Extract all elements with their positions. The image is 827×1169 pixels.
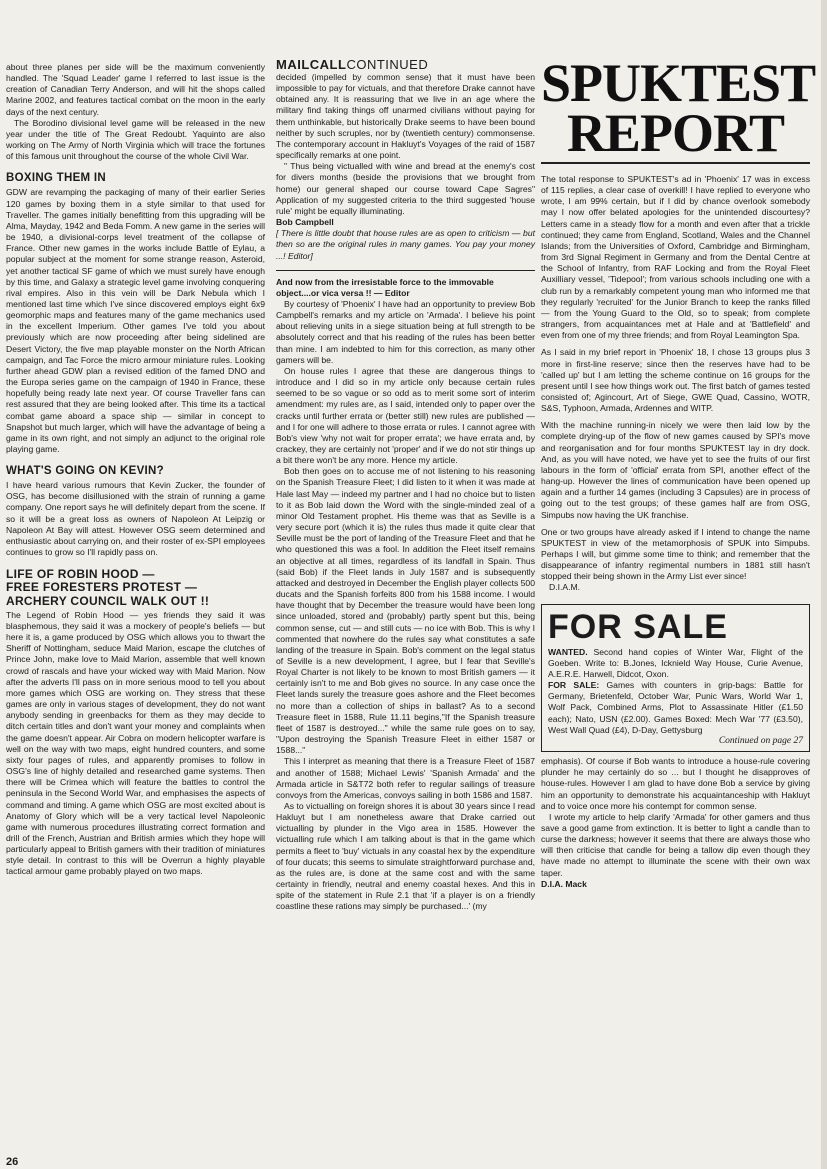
letter-continuation: I wrote my article to help clarify 'Armada' for other gamers and thus save a good game from extinction. It is better to light a candle than to curse the darkness; however it seems that there are always those who will then criticise that candle for being a tallow dip even though they have made no attempt to illuminate the scene with their own wax taper. (541, 811, 810, 878)
letter-signature: Bob Campbell (276, 217, 334, 228)
reply-paragraph: On house rules I agree that these are dangerous things to introduce and I did so in my article only because certain rules seemed to be so vague or so odd as to merit some sort of interim amendment: my rules are, as I said, intended only to paper over the cracks until further errata or (better still) new rules are published — and I for one will adhere to those errata or rules. I cannot agree with Bob's view 'why not wait for proper errata'; we have errata and, by crackey, they are certainly not 'proper' and if we do not stir things up a bit there won't be any more. Hence my article. (276, 365, 535, 466)
column-middle (276, 58, 535, 913)
editor-note: [ There is little doubt that house rules are as open to criticism — but then so are the original rules in many games. You pay your money ...! Editor] (276, 228, 535, 261)
column-right (541, 53, 816, 890)
reply-paragraph: As to victualling on foreign shores it is about 30 years since I read Hakluyt but I am nonetheless aware that Drake carried out victualling by plunder in the Vigo area in 1585. However the victualling rule which I am talking about is that in the game which permits a fleet to 'buy' victuals in any coastal hex by the expenditure of four ducats; this seems to simulate straightforward purchase and, as the rules are, is done at the same cost and with the same certainty in friendly, neutral and enemy coastal hexes. And this in spite of the statement in Rule 2.1 that 'if a player is on a friendly coastline these rations may simply be purchased...' (my (276, 801, 535, 912)
for-sale-text: Games with counters in grip-bags: Battle for Germany, Brietenfeld, October War, Punic Wars, World War 1, Wolf Pack, Combined Arms, Plot to Assassinate Hitler (£1.50 each); Nato, USN (£2.00). Games Boxed: Mech War '77 (£3.50), West Wall Quad (£4), D-Day, Gettysburg (548, 680, 803, 735)
mailcall-heading-continued: CONTINUED (346, 57, 429, 72)
divider (276, 270, 535, 271)
mailcall-heading (276, 58, 535, 72)
boxing-paragraph: GDW are revamping the packaging of many of their earlier Series 120 games by boxing them in a style similar to that used for Traveller. The games initially benefitting from this upgrading will be Alma, Mayday, 1942 and Beda Fomm. A new game in the series will be 1940, a divisional-corps level treatment of the collapse of France. Other new games in the works include Battle of Eylau, a popular subject at the moment for some strange reason, Asteroid, yet another tactical SF game of which we must surely have enough by this time, and Galaxy a strategic level game involving conquering rival empires. Also in this vein will be Dark Nebula which I mentioned last time which I've since discovered employs eight 6x9 geomorphic maps and features many of the game mechanics used in the excellent Imperium. Other games I've told you about previously which are now proceeding after being sidelined are Desert Victory, the five map playable monster on the North African campaign, and Tac Force the micro armour miniature rules. Looking further ahead GDW plan a revised edition of the famed DNO and the Europa series game on the campaign of 1940 in France, these hopefully being ready late next year. Of course Traveller fans can rest assured that they are being looked after. This time its a tactical combat game aboard a space ship — similar in concept to Snapshot but much larger, which will have the advantage of being a game in its own right, and not simply an adjunct to the original role playing game. (6, 187, 265, 454)
for-sale-label: FOR SALE: (548, 680, 600, 691)
continued-note: Continued on page 27 (718, 735, 803, 746)
for-sale-title: FOR SALE (548, 607, 728, 646)
letter-signature: D.I.A. Mack (541, 878, 587, 889)
wanted-text: Second hand copies of Winter War, Flight of the Goeben. Write to: B.Jones, Icknield Way House, Curie Avenue, A.E.R.E. Harwell, Didcot, Oxon. (548, 646, 803, 679)
for-sale-box (541, 604, 810, 752)
column-left (6, 62, 265, 878)
reply-paragraph: Bob then goes on to accuse me of not listening to his reasoning on the Spanish Treasure Fleet; I did listen to it when it was made at Hale last May — indeed my partner and I had no choice but to listen to it as Bob laid down the Word with the single-minded zeal of a minor Old Testament prophet. His theme was that as Seville is a very secure port (which it is) the rules thus made it quite clear that Seville must be the port of landing of the Treasure Fleet and that he who questioned this was a fool. In addition the Fleet itself remains an objective at all times, regardless of its landfall in Spain. Thus (said Bob) if the Fleet lands in July 1587 and is subsequently attacked and destroyed in December the English player collects 500 ducats and the Spanish forfeits 800 from his 1588 income. I would have thought that by December the treasure would have been long since unloaded, stored and (probably) partly spent but this, being common sense, cut — and still cuts — no ice with Bob. This is why I commented that nowhere do the rules say what constitutes a safe landing of the treasure in Spain. Bob's comment on the legal status of Seville is a new development, I agree, but I fear that Seville's Royal Charter is not likely to be known to most British gamers — it certainly isn't to me and Bob gives no source. In any case once the Fleet lands surely the treasure goes ashore and the Fleet becomes no more than a collection of ships in ballast? As to a second Treasure fleet in 1588, Rule 11.11 begins,"If the Spanish treasure fleet of 1587 is destroyed..." while the same rule goes on to say, "Upon destroying the Spanish Treasure Fleet in either 1587 or 1588..." (276, 466, 535, 756)
section-heading-kevin: WHAT'S GOING ON KEVIN? (6, 465, 164, 478)
letter-continuation: emphasis). Of course if Bob wants to introduce a house-rule covering plunder he may certainly do so ... but I thought he disapproves of house-rules. However I am glad to have done Bob a service by giving him an opportunity to demonstrate his acquaintanceship with Hakluyt and to voice once more his contempt for common sense. (541, 756, 810, 811)
report-signoff: D.I.A.M. (549, 582, 581, 593)
reply-paragraph: By courtesy of 'Phoenix' I have had an opportunity to preview Bob Campbell's remarks and my article on 'Armada'. I believe his point about relieving units in a siege situation being at full strength to be absolutely correct and that his reading of the rules has been better than mine. I am indebted to him for this correction, as many other gamers will be. (276, 298, 535, 365)
letter-paragraph: " Thus being victualled with wine and bread at the enemy's cost for divers months (beside the provisions that we brought from home) our general shaped our course toward Cape Sagres" Application of my suggested criteria to the third suggested 'house rule' might be equally illuminating. (276, 161, 535, 216)
letter-paragraph: decided (impelled by common sense) that it must have been impossible to pay for victuals, and that therefore Drake cannot have obtained any. It is reassuring that we live in an age where the military find taking things off unarmed civilians without paying for them unthinkable, but historically Drake seems to have been bound neither by such scruples, nor by (twentieth century) commonsense. The contemporary account in Hakluyt's Voyages of the raid of 1587 specifically remarks at one point. (276, 72, 535, 161)
report-paragraph: With the machine running-in nicely we were then laid low by the complete drying-up of the flow of new games caused by SPI's move and reorganisation and for four months SPUKTEST lay in dry dock. And, as you will have noted, we have yet to see the fruits of our first labours in the form of 'official' errata from SPI, another effect of the hang-up. However the lines of communication have been opened up again and a further 14 games (including 3 Capsules) are in process of going out to the test groups; of these games half are from OSG, Simpubs now having the UK franchise. (541, 420, 810, 520)
page-number: 26 (6, 1156, 19, 1168)
title-line-1: SPUKTEST (541, 53, 816, 113)
section-heading-boxing: BOXING THEM IN (6, 172, 107, 185)
report-paragraph: As I said in my brief report in 'Phoenix' 18, I chose 13 groups plus 3 more in first-line reserve; since then the reserves have had to be 'called up' but I am letting the scheme continue on 16 groups for the present until I see how things work out. The first batch of games tested consisted of; Agincourt, Art of Siege, GWE Quad, Cassino, WOTR, S&S, Typhoon, Armada, Ardennes and WITP. (541, 347, 810, 414)
section-heading-robin-3: ARCHERY COUNCIL WALK OUT !! (6, 593, 210, 608)
section-heading-robin-2: FREE FORESTERS PROTEST — (6, 580, 198, 595)
reply-subheading: And now from the irresistable force to the immovable object....or vica versa !! — Editor (276, 276, 494, 298)
news-paragraph: about three planes per side will be the maximum conveniently handled. The 'Squad Leader' game I referred to last issue is the creation of Canadian Terry Anderson, and will hit the shops called Marine 2002, and features tactical combat on the moon in the early days of the next century. (6, 62, 265, 117)
wanted-label: WANTED. (548, 646, 588, 657)
kevin-paragraph: I have heard various rumours that Kevin Zucker, the founder of OSG, has become disillusioned with the strain of running a game company. One report says he will definitely depart from the scene. If so it will be a great loss as owners of Napoleon At Leipzig or Napoleon At Bay will attest. However OSG seem determined and enthusiastic about carrying on, and their roster of ex-SPI employees continues to grow so I'll rapidly pass on. (6, 480, 265, 558)
reply-paragraph: This I interpret as meaning that there is a Treasure Fleet of 1587 and another of 1588; Michael Lewis' 'Spanish Armada' and the Armada article in S&T72 both refer to regular sailings of treasure convoys from the Americas, convoys sailing in both 1586 and 1587. (276, 756, 535, 800)
news-paragraph: The Borodino divisional level game will be released in the new year under the title of The Great Redoubt. Yaquinto are also working on The Army of North Virginia which will trace the fortunes of this famous unit throughout the course of the whole Civil War. (6, 117, 265, 162)
robin-paragraph: The Legend of Robin Hood — yes friends they said it was blasphemous, they said it was a mockery of people's beliefs — but here it is, a game produced by OSG which allows you to thwart the Sheriff of Nottingham, seduce Maid Marion, escape the clutches of Prince John, make love to Maid Marion, assemble that well known crowd of rascals and have your wicked way with Maid Marion. Now after the adverts I'll pass on in more serious mood to tell you about more games which OSG are working on. They stress that these games are only in various stages of development, they do not want anybody sending in greenbacks for them as they may decide to ditch certain titles and don't want your money and complaints when the game doesn't appear. Air Cobra on modern helicopter warfare is well on the way with two maps, eight hundred counters, and some sixty four pages of rules, and apparently promises to follow in OSG's line of highly detailed and researched game systems. Then there will be Crimea which will feature the battles to control the peninsula in the Second World War, and emphasises the aspects of command and timing. A game which OSG are most excited about is Anatomy of Glory which will be a very tactical level Napoleonic game with numerous procedures illustrating correct formation and drill of the French, Austrian and British armies which they hope will particularly appeal to British gamers with their tradition of miniatures style detail. In contrast to this will be Overrun a highly playable tactical armour game probably played on two maps. (6, 609, 265, 877)
mailcall-heading-bold: MAILCALL (276, 57, 347, 72)
spuktest-report-title (541, 53, 816, 164)
report-paragraph: The total response to SPUKTEST's ad in 'Phoenix' 17 was in excess of 115 replies, a clear case of overkill! I have replied to everyone who wrote, I am 99% certain, but if I did by chance overlook somebody may I now offer belated apologies for the unintended discourtesy? Letters came in a steady flow for a month and even after that a trickle continued; they came from England, Scotland, Wales and the Channel Islands; from the Universities of Oxford, Cambridge and Birmingham, from 3rd Signal Regiment in Germany and from the Dental Centre at the School of Infantry, from RAF Locking and from the Royal Fleet Auxilliary vessel, 'Tidepool'; from various schools including one with a club run by a remarkably competent young man who informed me that they regularly 'recruited' for the Junior Branch to keep the ranks filled — from the Young Guard to the Old, so to speak; from complete strangers, from acquaintances met at Hale and at 'Battlefield' and even from one of my three friends; and from Royal Leamington Spa. (541, 174, 810, 341)
report-paragraph: One or two groups have already asked if I intend to change the name SPUKTEST in view of the metamorphosis of SPUK into Simpubs. Perhaps I will, but gimme some time to think; and remember that the disappearance of infantry regimental numbers in 1881 still hasn't stopped their being shown in the Army List ever since! (541, 526, 810, 582)
title-line-2: REPORT (566, 103, 785, 163)
page-edge (821, 0, 827, 1169)
section-heading-robin-1: LIFE OF ROBIN HOOD — (6, 567, 155, 582)
